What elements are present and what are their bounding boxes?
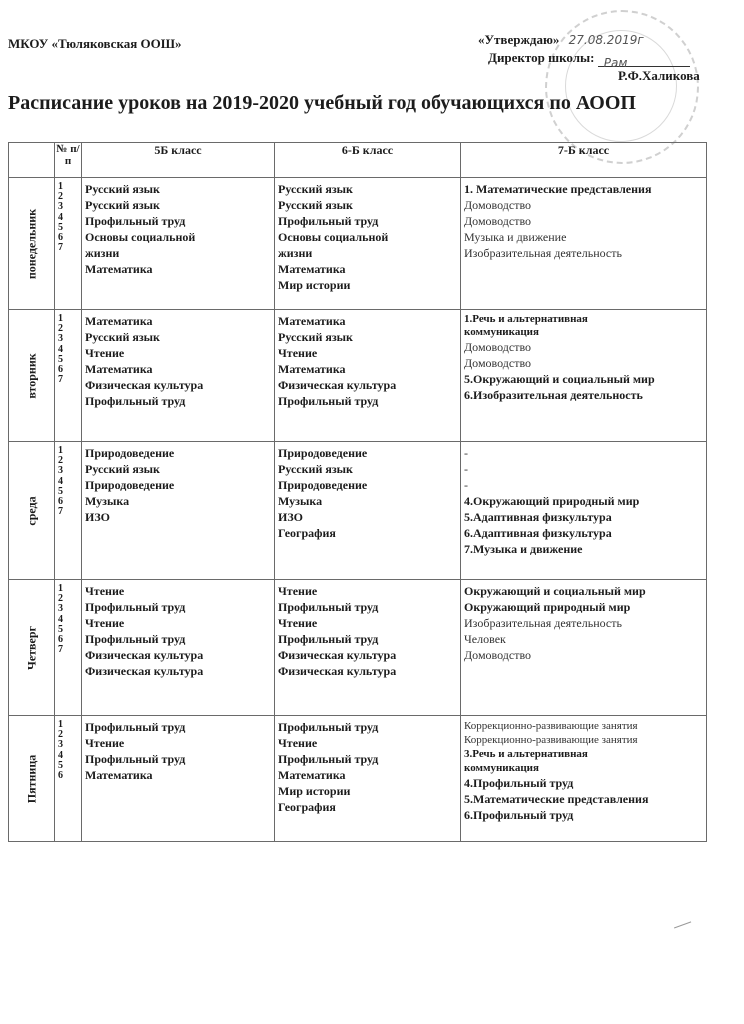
day-row-tuesday xyxy=(9,310,707,442)
class-5b-lessons: Чтение Профильный труд Чтение Профильный труд Физическая культура Физическая культура xyxy=(82,580,275,716)
day-cell xyxy=(9,178,55,310)
class-5b-header: 5Б класс xyxy=(82,143,275,178)
signature: Рам xyxy=(603,56,628,70)
day-label: Четверг xyxy=(24,625,38,670)
pen-mark xyxy=(674,921,696,941)
class-6b-lessons: Профильный труд Чтение Профильный труд Математика Мир истории География xyxy=(275,716,461,842)
class-7b-header: 7-Б класс xyxy=(461,143,707,178)
day-label: вторник xyxy=(24,352,38,399)
schedule-table xyxy=(8,142,707,842)
class-6b-lessons: Природоведение Русский язык Природоведение Музыка ИЗО География xyxy=(275,442,461,580)
page-title: Расписание уроков на 2019-2020 учебный год обучающихся по АООП xyxy=(8,92,636,114)
class-7b-lessons: 1.Речь и альтернативная коммуникация Домоводство Домоводство 5.Окружающий и социальный мир 6.Изобразительная деятельность xyxy=(461,310,707,442)
class-5b-lessons: Русский язык Русский язык Профильный труд Основы социальной жизни Математика xyxy=(82,178,275,310)
class-6b-header: 6-Б класс xyxy=(275,143,461,178)
day-cell xyxy=(9,716,55,842)
class-5b-lessons: Природоведение Русский язык Природоведение Музыка ИЗО xyxy=(82,442,275,580)
lesson-numbers: 1 2 3 4 5 6 7 xyxy=(55,178,82,310)
day-row-thursday xyxy=(9,580,707,716)
class-7b-lessons: - - - 4.Окружающий природный мир 5.Адаптивная физкультура 6.Адаптивная физкультура 7.Музыка и движение xyxy=(461,442,707,580)
class-6b-lessons: Русский язык Русский язык Профильный труд Основы социальной жизни Математика Мир истории xyxy=(275,178,461,310)
class-6b-lessons: Математика Русский язык Чтение Математика Физическая культура Профильный труд xyxy=(275,310,461,442)
header-row xyxy=(9,143,707,178)
school-name: МКОУ «Тюляковская ООШ» xyxy=(8,36,182,51)
approve-date: 27.08.2019г xyxy=(568,33,644,47)
signature-line xyxy=(598,54,690,70)
class-6b-lessons: Чтение Профильный труд Чтение Профильный труд Физическая культура Физическая культура xyxy=(275,580,461,716)
director-name: Р.Ф.Халикова xyxy=(618,68,700,83)
day-row-wednesday xyxy=(9,442,707,580)
director-label: Директор школы: xyxy=(488,50,595,65)
lesson-numbers: 1 2 3 4 5 6 7 xyxy=(55,580,82,716)
class-7b-lessons: 1. Математические представления Домоводство Домоводство Музыка и движение Изобразительная деятельность xyxy=(461,178,707,310)
num-header: № п/п xyxy=(55,143,82,178)
class-7b-lessons: Коррекционно-развивающие занятия Коррекционно-развивающие занятия 3.Речь и альтернативная коммуникация 4.Профильный труд 5.Математические представления 6.Профильный труд xyxy=(461,716,707,842)
lesson-numbers: 1 2 3 4 5 6 7 xyxy=(55,442,82,580)
day-row-friday xyxy=(9,716,707,842)
class-7b-lessons: Окружающий и социальный мир Окружающий природный мир Изобразительная деятельность Человек Домоводство xyxy=(461,580,707,716)
class-5b-lessons: Математика Русский язык Чтение Математика Физическая культура Профильный труд xyxy=(82,310,275,442)
day-row-monday xyxy=(9,178,707,310)
day-label: понедельник xyxy=(24,208,38,279)
day-label: Пятница xyxy=(24,754,38,803)
approve-label: «Утверждаю» xyxy=(478,32,560,47)
day-cell xyxy=(9,442,55,580)
day-cell xyxy=(9,310,55,442)
class-5b-lessons: Профильный труд Чтение Профильный труд Математика xyxy=(82,716,275,842)
approval-block xyxy=(478,31,700,85)
day-cell xyxy=(9,580,55,716)
day-label: среда xyxy=(24,495,38,526)
lesson-numbers: 1 2 3 4 5 6 7 xyxy=(55,310,82,442)
day-header xyxy=(9,143,55,178)
lesson-numbers: 1 2 3 4 5 6 xyxy=(55,716,82,842)
